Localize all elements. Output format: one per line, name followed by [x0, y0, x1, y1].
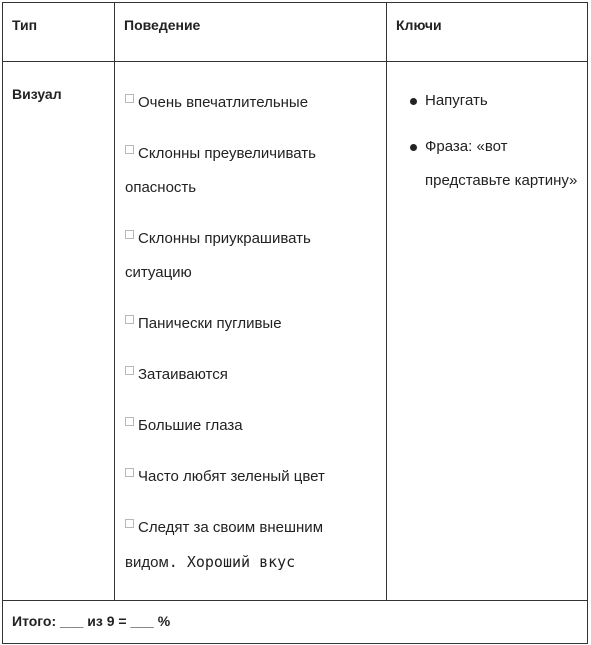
behavior-item: Следят за своим внешним видом. Хороший вкус	[125, 519, 324, 571]
bullet-icon	[410, 144, 417, 151]
behavior-item: Очень впечатлительные	[125, 86, 378, 120]
behavior-item: Часто любят зеленый цвет	[125, 460, 378, 494]
behavior-item: Склонны приукрашивать ситуацию	[125, 230, 311, 281]
checkbox[interactable]	[125, 519, 134, 528]
behavior-item: Большие глаза	[125, 409, 378, 443]
key-item: Напугать	[405, 84, 579, 118]
header-keys: Ключи	[387, 3, 588, 62]
checkbox[interactable]	[125, 417, 134, 426]
checkbox[interactable]	[125, 94, 134, 103]
behavior-suffix: . Хороший вкус	[168, 553, 296, 571]
behavior-table	[2, 2, 588, 644]
checkbox[interactable]	[125, 145, 134, 154]
type-cell: Визуал	[3, 62, 115, 601]
keys-cell	[387, 62, 588, 601]
behavior-item: Панически пугливые	[125, 307, 378, 341]
checkbox[interactable]	[125, 230, 134, 239]
behavior-item: Затаиваются	[125, 358, 378, 392]
key-item: Фраза: «вот представьте картину»	[405, 130, 579, 198]
header-behavior: Поведение	[115, 3, 387, 62]
behavior-cell	[115, 62, 387, 601]
keys-list	[387, 62, 587, 198]
bullet-icon	[410, 98, 417, 105]
checkbox[interactable]	[125, 315, 134, 324]
header-type: Тип	[3, 3, 115, 62]
behavior-item: Склонны преувеличивать опасность	[125, 145, 316, 196]
behavior-list	[115, 62, 386, 580]
checkbox[interactable]	[125, 366, 134, 375]
checkbox[interactable]	[125, 468, 134, 477]
total-row: Итого: ___ из 9 = ___ %	[3, 601, 588, 644]
